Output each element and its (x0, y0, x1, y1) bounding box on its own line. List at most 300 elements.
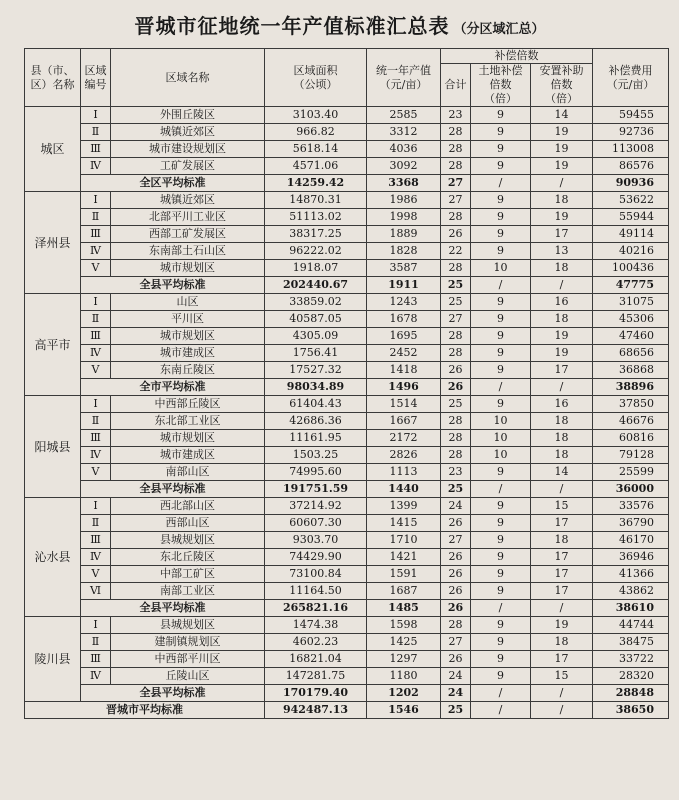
region-area: 51113.02 (265, 209, 367, 226)
average-value: 1496 (367, 379, 441, 396)
region-area: 11164.50 (265, 583, 367, 600)
land-multiple: 9 (471, 294, 531, 311)
land-multiple: 10 (471, 413, 531, 430)
land-multiple: 10 (471, 430, 531, 447)
header-total: 合计 (441, 64, 471, 107)
region-name: 中西部平川区 (111, 651, 265, 668)
compensation-fee: 92736 (593, 124, 669, 141)
average-area: 14259.42 (265, 175, 367, 192)
resettlement-multiple: 18 (531, 532, 593, 549)
region-area: 4571.06 (265, 158, 367, 175)
average-resettlement-multiple: / (531, 481, 593, 498)
multiple-total: 26 (441, 362, 471, 379)
resettlement-multiple: 17 (531, 226, 593, 243)
region-area: 1503.25 (265, 447, 367, 464)
multiple-total: 26 (441, 226, 471, 243)
compensation-fee: 28320 (593, 668, 669, 685)
region-name: 东南部土石山区 (111, 243, 265, 260)
region-code: Ⅲ (81, 226, 111, 243)
multiple-total: 23 (441, 464, 471, 481)
land-multiple: 9 (471, 158, 531, 175)
land-multiple: 9 (471, 634, 531, 651)
table-row (25, 498, 669, 515)
land-multiple: 10 (471, 447, 531, 464)
region-name: 东北丘陵区 (111, 549, 265, 566)
compensation-fee: 38475 (593, 634, 669, 651)
annual-value: 1418 (367, 362, 441, 379)
region-code: Ⅰ (81, 617, 111, 634)
region-code: Ⅳ (81, 345, 111, 362)
region-name: 城市建成区 (111, 447, 265, 464)
multiple-total: 28 (441, 447, 471, 464)
city-average-value: 1546 (367, 702, 441, 719)
multiple-total: 28 (441, 260, 471, 277)
resettlement-multiple: 15 (531, 668, 593, 685)
annual-value: 1425 (367, 634, 441, 651)
region-area: 3103.40 (265, 107, 367, 124)
average-land-multiple: / (471, 685, 531, 702)
table-row (25, 209, 669, 226)
resettlement-multiple: 19 (531, 328, 593, 345)
compensation-fee: 53622 (593, 192, 669, 209)
region-code: Ⅱ (81, 124, 111, 141)
resettlement-multiple: 19 (531, 617, 593, 634)
land-multiple: 9 (471, 328, 531, 345)
multiple-total: 26 (441, 515, 471, 532)
table-row (25, 226, 669, 243)
resettlement-multiple: 19 (531, 141, 593, 158)
average-area: 191751.59 (265, 481, 367, 498)
region-area: 73100.84 (265, 566, 367, 583)
multiple-total: 28 (441, 141, 471, 158)
region-name: 南部山区 (111, 464, 265, 481)
region-area: 74429.90 (265, 549, 367, 566)
header-fee: 补偿费用 （元/亩） (593, 49, 669, 107)
region-area: 61404.43 (265, 396, 367, 413)
annual-value: 2452 (367, 345, 441, 362)
region-area: 1474.38 (265, 617, 367, 634)
average-label: 全区平均标准 (81, 175, 265, 192)
land-multiple: 9 (471, 243, 531, 260)
resettlement-multiple: 14 (531, 107, 593, 124)
region-area: 17527.32 (265, 362, 367, 379)
region-area: 11161.95 (265, 430, 367, 447)
city-average-total: 25 (441, 702, 471, 719)
table-row (25, 515, 669, 532)
table-row (25, 158, 669, 175)
region-code: Ⅳ (81, 243, 111, 260)
compensation-fee: 47460 (593, 328, 669, 345)
region-area: 966.82 (265, 124, 367, 141)
table-row (25, 192, 669, 209)
compensation-fee: 68656 (593, 345, 669, 362)
compensation-fee: 40216 (593, 243, 669, 260)
multiple-total: 28 (441, 345, 471, 362)
average-land-multiple: / (471, 175, 531, 192)
table-row (25, 396, 669, 413)
multiple-total: 23 (441, 107, 471, 124)
header-annual-value: 统一年产值 （元/亩） (367, 49, 441, 107)
region-name: 东北部工业区 (111, 413, 265, 430)
county-name: 泽州县 (25, 192, 81, 294)
average-value: 1202 (367, 685, 441, 702)
multiple-total: 26 (441, 566, 471, 583)
region-code: Ⅱ (81, 634, 111, 651)
annual-value: 1889 (367, 226, 441, 243)
table-row (25, 464, 669, 481)
annual-value: 1667 (367, 413, 441, 430)
compensation-fee: 46676 (593, 413, 669, 430)
multiple-total: 27 (441, 634, 471, 651)
region-code: Ⅰ (81, 396, 111, 413)
average-land-multiple: / (471, 600, 531, 617)
table-body (25, 107, 669, 719)
region-code: Ⅲ (81, 532, 111, 549)
resettlement-multiple: 17 (531, 566, 593, 583)
region-name: 城镇近郊区 (111, 124, 265, 141)
region-code: Ⅲ (81, 430, 111, 447)
compensation-fee: 33576 (593, 498, 669, 515)
multiple-total: 28 (441, 209, 471, 226)
average-total: 25 (441, 481, 471, 498)
region-name: 山区 (111, 294, 265, 311)
resettlement-multiple: 18 (531, 192, 593, 209)
average-row (25, 175, 669, 192)
compensation-fee: 55944 (593, 209, 669, 226)
region-area: 1756.41 (265, 345, 367, 362)
annual-value: 4036 (367, 141, 441, 158)
compensation-fee: 79128 (593, 447, 669, 464)
region-area: 16821.04 (265, 651, 367, 668)
region-code: Ⅲ (81, 328, 111, 345)
compensation-fee: 37850 (593, 396, 669, 413)
table-row (25, 668, 669, 685)
region-area: 14870.31 (265, 192, 367, 209)
compensation-fee: 43862 (593, 583, 669, 600)
region-name: 西部工矿发展区 (111, 226, 265, 243)
region-name: 中西部丘陵区 (111, 396, 265, 413)
annual-value: 1986 (367, 192, 441, 209)
header-resettlement-multiple: 安置补助 倍数 （倍） (531, 64, 593, 107)
annual-value: 2826 (367, 447, 441, 464)
region-name: 城市规划区 (111, 328, 265, 345)
average-row (25, 685, 669, 702)
annual-value: 1828 (367, 243, 441, 260)
table-row (25, 617, 669, 634)
average-resettlement-multiple: / (531, 379, 593, 396)
resettlement-multiple: 13 (531, 243, 593, 260)
land-multiple: 9 (471, 192, 531, 209)
land-multiple: 9 (471, 532, 531, 549)
table-row (25, 362, 669, 379)
document-title (0, 10, 679, 39)
compensation-table (24, 48, 669, 719)
city-average-row (25, 702, 669, 719)
average-row (25, 600, 669, 617)
compensation-fee: 36868 (593, 362, 669, 379)
region-name: 城市规划区 (111, 430, 265, 447)
resettlement-multiple: 15 (531, 498, 593, 515)
land-multiple: 9 (471, 362, 531, 379)
land-multiple: 9 (471, 668, 531, 685)
region-code: Ⅵ (81, 583, 111, 600)
average-fee: 38610 (593, 600, 669, 617)
region-name: 丘陵山区 (111, 668, 265, 685)
average-row (25, 379, 669, 396)
annual-value: 1598 (367, 617, 441, 634)
region-area: 9303.70 (265, 532, 367, 549)
annual-value: 1695 (367, 328, 441, 345)
land-multiple: 9 (471, 209, 531, 226)
table-header (25, 49, 669, 107)
compensation-fee: 41366 (593, 566, 669, 583)
average-land-multiple: / (471, 379, 531, 396)
multiple-total: 27 (441, 311, 471, 328)
annual-value: 3092 (367, 158, 441, 175)
land-multiple: 9 (471, 651, 531, 668)
annual-value: 2585 (367, 107, 441, 124)
resettlement-multiple: 18 (531, 430, 593, 447)
compensation-fee: 44744 (593, 617, 669, 634)
region-code: Ⅱ (81, 413, 111, 430)
resettlement-multiple: 14 (531, 464, 593, 481)
land-multiple: 9 (471, 566, 531, 583)
land-multiple: 9 (471, 464, 531, 481)
average-fee: 36000 (593, 481, 669, 498)
multiple-total: 27 (441, 192, 471, 209)
region-code: Ⅴ (81, 260, 111, 277)
region-code: Ⅲ (81, 651, 111, 668)
resettlement-multiple: 19 (531, 345, 593, 362)
table-row (25, 651, 669, 668)
compensation-fee: 49114 (593, 226, 669, 243)
resettlement-multiple: 16 (531, 396, 593, 413)
region-area: 96222.02 (265, 243, 367, 260)
average-value: 1485 (367, 600, 441, 617)
average-total: 26 (441, 379, 471, 396)
table-subtitle: （分区域汇总） (453, 22, 545, 37)
multiple-total: 26 (441, 549, 471, 566)
region-code: Ⅴ (81, 362, 111, 379)
table-row (25, 566, 669, 583)
county-name: 城区 (25, 107, 81, 192)
annual-value: 1998 (367, 209, 441, 226)
compensation-fee: 33722 (593, 651, 669, 668)
resettlement-multiple: 17 (531, 362, 593, 379)
table-row (25, 430, 669, 447)
city-average-label: 晋城市平均标准 (25, 702, 265, 719)
table-row (25, 260, 669, 277)
compensation-fee: 31075 (593, 294, 669, 311)
average-area: 98034.89 (265, 379, 367, 396)
table-row (25, 447, 669, 464)
multiple-total: 28 (441, 328, 471, 345)
region-name: 平川区 (111, 311, 265, 328)
region-name: 工矿发展区 (111, 158, 265, 175)
multiple-total: 28 (441, 158, 471, 175)
region-area: 40587.05 (265, 311, 367, 328)
annual-value: 1399 (367, 498, 441, 515)
multiple-total: 24 (441, 668, 471, 685)
table-row (25, 243, 669, 260)
average-resettlement-multiple: / (531, 175, 593, 192)
land-multiple: 9 (471, 311, 531, 328)
annual-value: 1297 (367, 651, 441, 668)
region-area: 37214.92 (265, 498, 367, 515)
average-value: 1911 (367, 277, 441, 294)
land-multiple: 9 (471, 498, 531, 515)
land-multiple: 9 (471, 617, 531, 634)
header-land-multiple: 土地补偿 倍数 （倍） (471, 64, 531, 107)
land-multiple: 9 (471, 141, 531, 158)
region-code: Ⅴ (81, 464, 111, 481)
table-row (25, 532, 669, 549)
average-label: 全县平均标准 (81, 600, 265, 617)
average-label: 全县平均标准 (81, 685, 265, 702)
region-area: 4305.09 (265, 328, 367, 345)
resettlement-multiple: 17 (531, 515, 593, 532)
compensation-fee: 25599 (593, 464, 669, 481)
average-fee: 47775 (593, 277, 669, 294)
city-average-area: 942487.13 (265, 702, 367, 719)
table-row (25, 328, 669, 345)
table-row (25, 345, 669, 362)
county-name: 陵川县 (25, 617, 81, 702)
multiple-total: 28 (441, 430, 471, 447)
header-code: 区域 编号 (81, 49, 111, 107)
region-name: 西北部山区 (111, 498, 265, 515)
land-multiple: 10 (471, 260, 531, 277)
region-area: 5618.14 (265, 141, 367, 158)
average-row (25, 277, 669, 294)
region-code: Ⅱ (81, 515, 111, 532)
annual-value: 3587 (367, 260, 441, 277)
region-code: Ⅱ (81, 311, 111, 328)
table-row (25, 413, 669, 430)
city-average-resettlement-multiple: / (531, 702, 593, 719)
resettlement-multiple: 18 (531, 260, 593, 277)
average-total: 27 (441, 175, 471, 192)
region-code: Ⅳ (81, 447, 111, 464)
city-average-fee: 38650 (593, 702, 669, 719)
compensation-fee: 45306 (593, 311, 669, 328)
region-name: 城镇近郊区 (111, 192, 265, 209)
annual-value: 1415 (367, 515, 441, 532)
resettlement-multiple: 17 (531, 583, 593, 600)
region-name: 中部工矿区 (111, 566, 265, 583)
region-name: 南部工业区 (111, 583, 265, 600)
multiple-total: 25 (441, 294, 471, 311)
average-label: 全市平均标准 (81, 379, 265, 396)
region-code: Ⅳ (81, 549, 111, 566)
multiple-total: 28 (441, 413, 471, 430)
average-fee: 38896 (593, 379, 669, 396)
annual-value: 1591 (367, 566, 441, 583)
compensation-fee: 86576 (593, 158, 669, 175)
resettlement-multiple: 19 (531, 158, 593, 175)
average-land-multiple: / (471, 481, 531, 498)
table-row (25, 124, 669, 141)
table-row (25, 141, 669, 158)
average-label: 全县平均标准 (81, 277, 265, 294)
compensation-fee: 100436 (593, 260, 669, 277)
land-multiple: 9 (471, 583, 531, 600)
average-total: 26 (441, 600, 471, 617)
annual-value: 1113 (367, 464, 441, 481)
annual-value: 1678 (367, 311, 441, 328)
multiple-total: 26 (441, 651, 471, 668)
annual-value: 1687 (367, 583, 441, 600)
region-area: 74995.60 (265, 464, 367, 481)
multiple-total: 28 (441, 124, 471, 141)
resettlement-multiple: 17 (531, 651, 593, 668)
average-value: 1440 (367, 481, 441, 498)
resettlement-multiple: 18 (531, 634, 593, 651)
region-area: 42686.36 (265, 413, 367, 430)
county-name: 高平市 (25, 294, 81, 396)
average-resettlement-multiple: / (531, 277, 593, 294)
table-row (25, 634, 669, 651)
average-resettlement-multiple: / (531, 685, 593, 702)
annual-value: 1180 (367, 668, 441, 685)
compensation-fee: 113008 (593, 141, 669, 158)
land-multiple: 9 (471, 107, 531, 124)
multiple-total: 22 (441, 243, 471, 260)
region-name: 建制镇规划区 (111, 634, 265, 651)
compensation-fee: 36946 (593, 549, 669, 566)
header-county: 县（市、 区）名称 (25, 49, 81, 107)
region-code: Ⅰ (81, 107, 111, 124)
region-code: Ⅳ (81, 158, 111, 175)
region-name: 东南丘陵区 (111, 362, 265, 379)
multiple-total: 24 (441, 498, 471, 515)
multiple-total: 26 (441, 583, 471, 600)
resettlement-multiple: 18 (531, 447, 593, 464)
region-area: 38317.25 (265, 226, 367, 243)
region-name: 西部山区 (111, 515, 265, 532)
annual-value: 2172 (367, 430, 441, 447)
resettlement-multiple: 18 (531, 413, 593, 430)
compensation-fee: 46170 (593, 532, 669, 549)
land-multiple: 9 (471, 124, 531, 141)
average-area: 265821.16 (265, 600, 367, 617)
county-name: 阳城县 (25, 396, 81, 498)
compensation-fee: 36790 (593, 515, 669, 532)
region-name: 县城规划区 (111, 532, 265, 549)
resettlement-multiple: 19 (531, 209, 593, 226)
average-row (25, 481, 669, 498)
region-code: Ⅰ (81, 192, 111, 209)
region-code: Ⅰ (81, 294, 111, 311)
region-name: 北部平川工业区 (111, 209, 265, 226)
annual-value: 3312 (367, 124, 441, 141)
table-row (25, 549, 669, 566)
region-area: 147281.75 (265, 668, 367, 685)
table-title: 晋城市征地统一年产值标准汇总表 (134, 14, 450, 38)
average-value: 3368 (367, 175, 441, 192)
average-resettlement-multiple: / (531, 600, 593, 617)
header-multiples: 补偿倍数 (441, 49, 593, 64)
region-area: 33859.02 (265, 294, 367, 311)
region-code: Ⅲ (81, 141, 111, 158)
multiple-total: 27 (441, 532, 471, 549)
region-area: 60607.30 (265, 515, 367, 532)
resettlement-multiple: 16 (531, 294, 593, 311)
region-name: 外围丘陵区 (111, 107, 265, 124)
table-row (25, 311, 669, 328)
average-fee: 90936 (593, 175, 669, 192)
table-row (25, 294, 669, 311)
